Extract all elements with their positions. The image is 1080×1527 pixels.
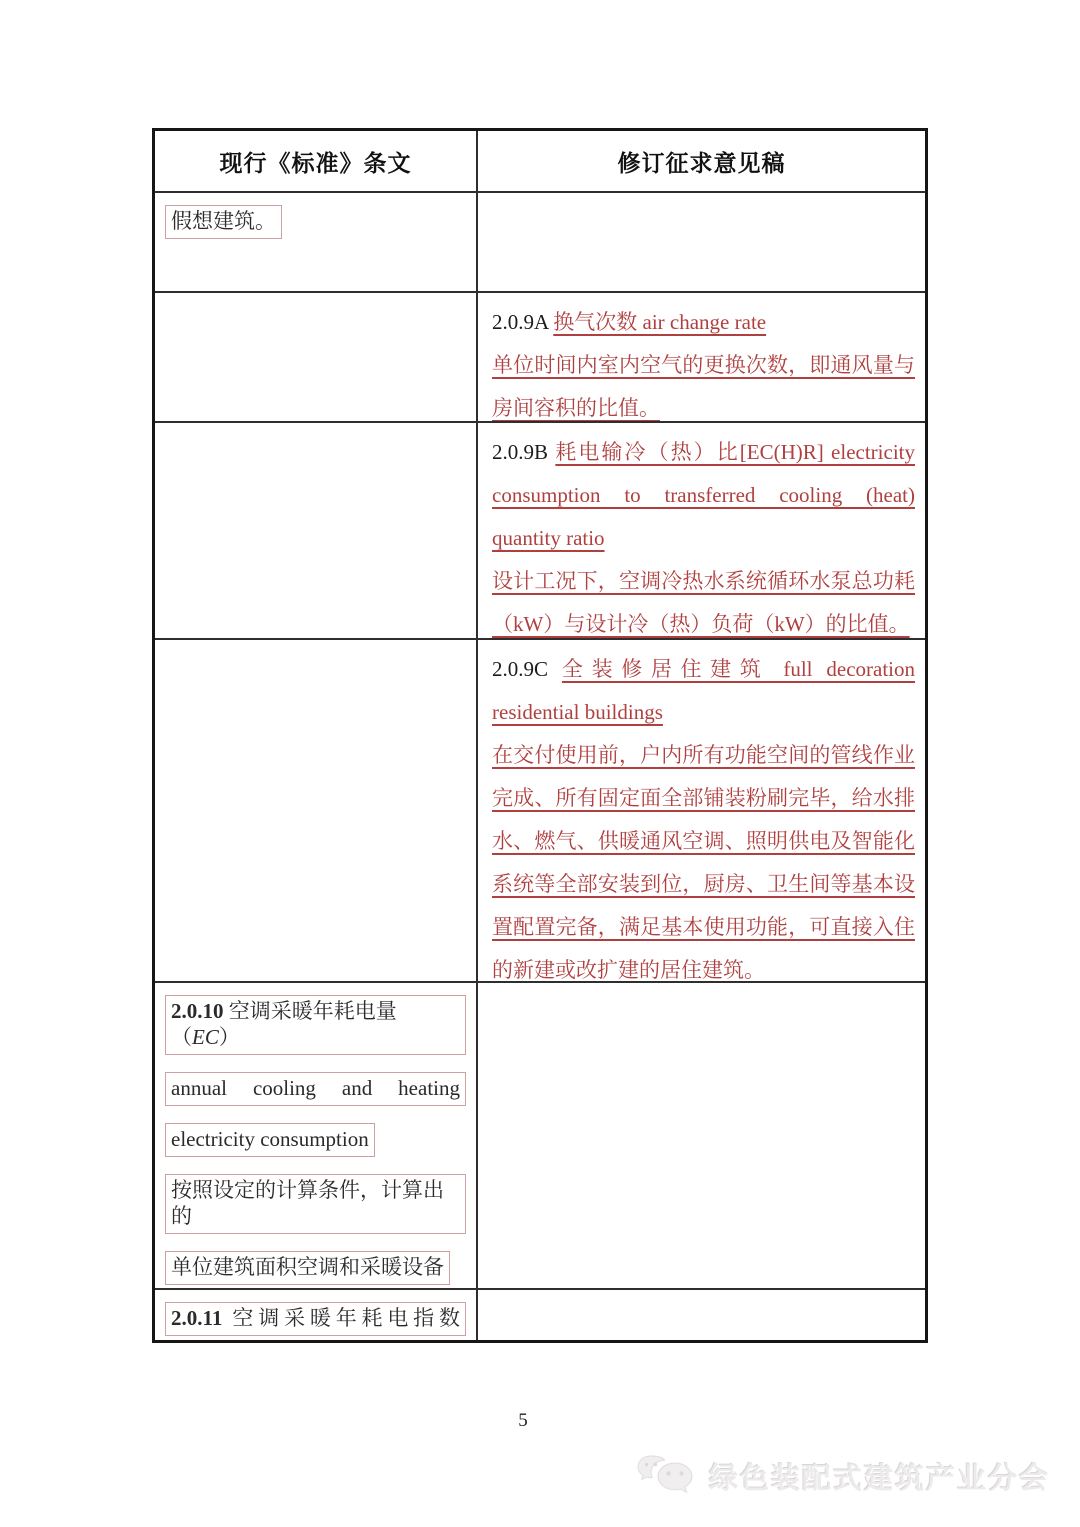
boxed-line-row (165, 1174, 466, 1234)
row1-revision-cell-empty (478, 193, 925, 293)
term-2-0-9C-title-line1 (492, 648, 915, 691)
term-2-0-9B-title-line1 (492, 431, 915, 474)
row5-current-standard-cell (155, 983, 478, 1290)
term-2-0-9C-definition-line2: 完成、所有固定面全部铺装粉刷完毕，给水排 (492, 786, 915, 810)
wechat-icon (637, 1452, 699, 1500)
row4-current-standard-cell-empty (155, 640, 478, 983)
clause-number-bold: 2.0.10 (171, 999, 224, 1023)
watermark-text: 绿色装配式建筑产业分会 (708, 1462, 1050, 1495)
term-2-0-9C-definition-line3: 水、燃气、供暖通风空调、照明供电及智能化 (492, 829, 915, 853)
row6-current-standard-cell (155, 1290, 478, 1340)
title-close-paren: ） (218, 1025, 240, 1049)
boxed-text-english-line1: annual cooling and heating (165, 1072, 466, 1106)
boxed-text-hypothetical-building: 假想建筑。 (165, 205, 282, 239)
association-watermark (637, 1452, 1050, 1500)
header-revision-draft-column (478, 131, 925, 193)
term-name-red: 耗电输冷（热）比[EC(H)R] electricity (555, 440, 915, 464)
boxed-text-definition-line1: 按照设定的计算条件，计算出的 (165, 1174, 466, 1234)
page-number: 5 (518, 1410, 528, 1431)
term-2-0-9A-definition-line2: 房间容积的比值。 (492, 396, 660, 420)
row1-current-standard-cell (155, 193, 478, 293)
boxed-line-row (165, 1072, 466, 1106)
term-2-0-9B-definition-line2: （kW）与设计冷（热）负荷（kW）的比值。 (492, 612, 910, 636)
term-2-0-9C-definition-line4: 系统等全部安装到位，厨房、卫生间等基本设 (492, 872, 915, 896)
row6-revision-cell-empty (478, 1290, 925, 1340)
title-zh: 空调采暖年耗电量（ (171, 999, 397, 1049)
symbol-EC-italic: EC (192, 1025, 219, 1049)
header-current-standard-column (155, 131, 478, 193)
term-name-red: 换气次数 air change rate (553, 310, 767, 334)
term-2-0-9A-title (492, 301, 915, 344)
boxed-text-2-0-10-title (165, 995, 466, 1055)
boxed-line-row (165, 205, 466, 239)
header-revision-draft-label: 修订征求意见稿 (617, 150, 786, 176)
term-2-0-9C-definition-line1: 在交付使用前，户内所有功能空间的管线作业 (492, 743, 915, 767)
term-name-red: 全装修居住建筑 full decoration (561, 657, 916, 681)
row3-current-standard-cell-empty (155, 423, 478, 640)
boxed-line-row (165, 1123, 466, 1157)
standard-comparison-table (152, 128, 928, 1343)
term-2-0-9C-title-line2: residential buildings (492, 700, 663, 724)
row5-revision-cell-empty (478, 983, 925, 1290)
boxed-text-2-0-11-title (165, 1302, 466, 1336)
row2-revision-cell (478, 293, 925, 423)
term-2-0-9C-definition-line6: 的新建或改扩建的居住建筑。 (492, 958, 765, 982)
boxed-line-row (165, 1251, 466, 1285)
row2-current-standard-cell-empty (155, 293, 478, 423)
boxed-text-english-line2: electricity consumption (165, 1123, 375, 1157)
boxed-line-row (165, 995, 466, 1055)
clause-number-bold: 2.0.11 (171, 1306, 223, 1330)
term-2-0-9B-definition-line1: 设计工况下，空调冷热水系统循环水泵总功耗 (492, 569, 915, 593)
boxed-line-row (165, 1302, 466, 1336)
header-current-standard-label: 现行《标准》条文 (219, 150, 412, 176)
term-2-0-9B-title-line3: quantity ratio (492, 526, 605, 550)
term-2-0-9C-definition-line5: 置配置完备，满足基本使用功能，可直接入住 (492, 915, 915, 939)
clause-number: 2.0.9C (492, 657, 549, 681)
title-zh: 空调采暖年耗电指数 (232, 1306, 461, 1330)
row3-revision-cell (478, 423, 925, 640)
term-2-0-9A-definition-line1: 单位时间内室内空气的更换次数，即通风量与 (492, 353, 915, 377)
boxed-text-definition-line2: 单位建筑面积空调和采暖设备 (165, 1251, 450, 1285)
clause-number: 2.0.9B (492, 440, 549, 464)
term-2-0-9B-title-line2: consumption to transferred cooling (heat) (492, 483, 915, 507)
clause-number: 2.0.9A (492, 310, 549, 334)
row4-revision-cell (478, 640, 925, 983)
